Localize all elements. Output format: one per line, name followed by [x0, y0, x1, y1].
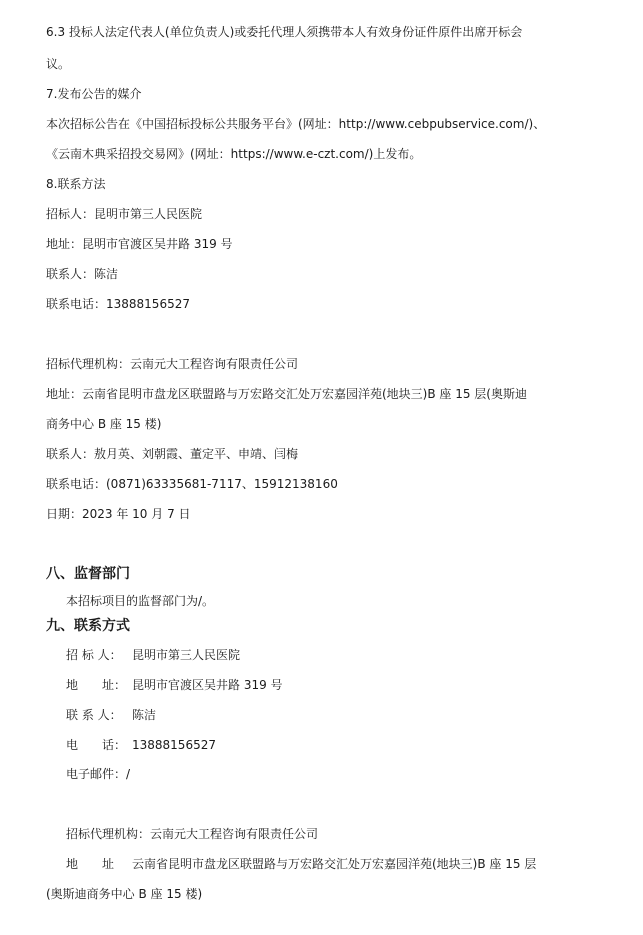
- contact-line: 联系人：陈洁: [46, 267, 119, 281]
- address-line: 地址：昆明市官渡区吴井路 319 号: [46, 237, 233, 251]
- s9-address-value: 昆明市官渡区吴井路 319 号: [132, 678, 283, 692]
- s9-agency-address-row: [66, 856, 536, 872]
- s9-contact-row: [66, 707, 156, 723]
- phone-line: 联系电话：13888156527: [46, 297, 190, 311]
- notice-item-6-3-line1: 6.3 投标人法定代表人(单位负责人)或委托代理人须携带本人有效身份证件原件出席开标会: [46, 25, 523, 39]
- s9-agency-value: 云南元大工程咨询有限责任公司: [150, 827, 319, 841]
- contact-heading: 九、联系方式: [46, 618, 130, 634]
- s9-agency-address-value-line1: 云南省昆明市盘龙区联盟路与万宏路交汇处万宏嘉园洋苑(地块三)B 座 15 层: [132, 857, 537, 871]
- s9-email-label: 电子邮件：: [66, 767, 127, 781]
- agency-phone-line: 联系电话：(0871)63335681-7117、15912138160: [46, 477, 338, 491]
- s9-phone-label: 电 话：: [66, 738, 127, 752]
- s9-phone-row: [66, 737, 216, 753]
- media-line2: 《云南木典采招投交易网》(网址：https://www.e-czt.com/)上发布。: [46, 147, 422, 161]
- s9-address-row: [66, 677, 283, 693]
- media-line1: 本次招标公告在《中国招标投标公共服务平台》(网址：http://www.cebpubservice.com/)、: [46, 117, 546, 131]
- s9-email-value: /: [126, 767, 131, 781]
- agency-address-line1: 地址：云南省昆明市盘龙区联盟路与万宏路交汇处万宏嘉园洋苑(地块三)B 座 15 层(奥斯迪: [46, 387, 527, 401]
- s9-phone-value: 13888156527: [132, 738, 216, 752]
- agency-line: 招标代理机构：云南元大工程咨询有限责任公司: [46, 357, 299, 371]
- s9-email-row: [66, 766, 130, 782]
- tenderer-line: 招标人：昆明市第三人民医院: [46, 207, 203, 221]
- section8-contact-title: 8.联系方法: [46, 177, 106, 191]
- s9-address-label: 地 址：: [66, 678, 127, 692]
- s9-contact-value: 陈洁: [132, 708, 157, 722]
- s9-contact-label: 联 系 人：: [66, 708, 122, 722]
- s9-tenderer-row: [66, 647, 240, 663]
- s9-agency-address-label: 地 址: [66, 857, 115, 871]
- supervision-heading: 八、监督部门: [46, 566, 130, 582]
- agency-contacts-line: 联系人：敖月英、刘朝霞、董定平、申靖、闫梅: [46, 447, 299, 461]
- section7-title: 7.发布公告的媒介: [46, 87, 142, 101]
- supervision-text: 本招标项目的监督部门为/。: [66, 594, 215, 608]
- s9-tenderer-value: 昆明市第三人民医院: [132, 648, 241, 662]
- agency-address-line2: 商务中心 B 座 15 楼): [46, 417, 162, 431]
- notice-item-6-3-line2: 议。: [46, 57, 71, 71]
- date-line: 日期：2023 年 10 月 7 日: [46, 507, 191, 521]
- s9-agency-row: [66, 826, 318, 842]
- s9-agency-address-value-line2: (奥斯迪商务中心 B 座 15 楼): [46, 887, 203, 901]
- s9-agency-label: 招标代理机构：: [66, 827, 151, 841]
- s9-tenderer-label: 招 标 人：: [66, 648, 122, 662]
